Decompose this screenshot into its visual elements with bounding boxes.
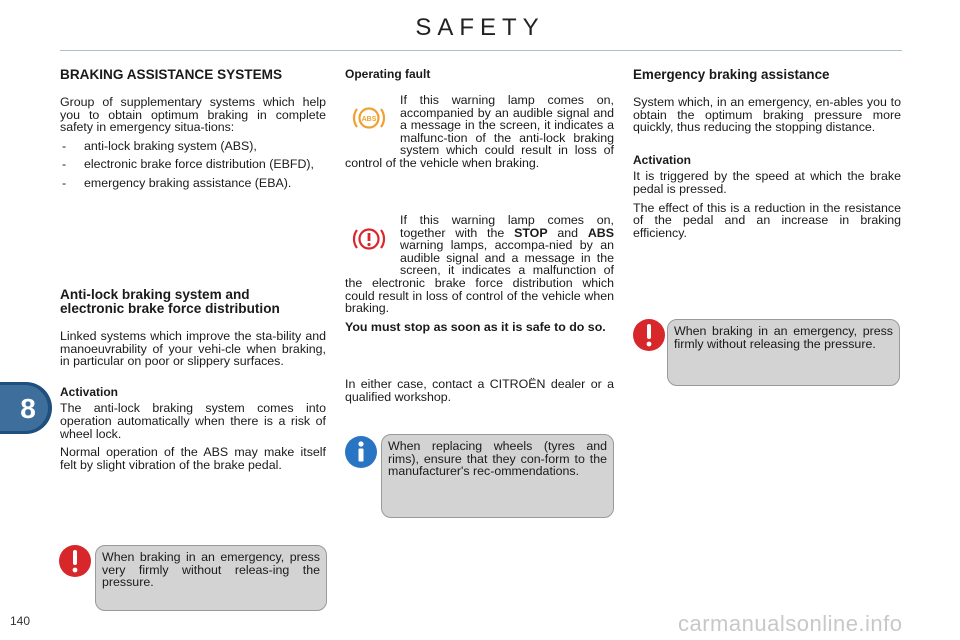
header-divider (60, 50, 902, 51)
info-icon (344, 435, 378, 474)
warning-box-eba: When braking in an emergency, press firmly without releasing the pressure. (667, 319, 900, 386)
ebfd-fault-block (345, 214, 614, 339)
ebfd-fault-text: If this warning lamp comes on, together with the STOP and ABS warning lamps, accompa-nied by an audible signal and a message in the screen, it indicates a malfunction of the electronic brake force distribution which could result in loss of control of the vehicle when braking. (345, 213, 614, 316)
eba-trigger-text: It is triggered by the speed at which the brake pedal is pressed. (633, 169, 901, 196)
braking-assistance-heading: BRAKING ASSISTANCE SYSTEMS (60, 67, 283, 82)
operating-fault-heading: Operating fault (345, 67, 431, 81)
column-middle (345, 68, 614, 81)
eba-activation-heading: Activation (633, 152, 692, 167)
page-title: SAFETY (415, 14, 545, 41)
abs-activation-heading: Activation (60, 384, 119, 399)
column-right (633, 68, 901, 245)
warning-exclamation-icon (632, 318, 666, 357)
chapter-tab (0, 382, 52, 434)
braking-systems-list (60, 140, 326, 190)
abs-fault-text: If this warning lamp comes on, accompanied by an audible signal and a message in the screen, it indicates a malfunc-tion of the anti-lock braking system which could result in loss of control of the vehicle when braking. (345, 93, 614, 170)
eba-effect-text: The effect of this is a reduction in the resistance of the pedal and an increase in braking efficiency. (633, 200, 901, 240)
info-box-wheel-replacement: When replacing wheels (tyres and rims), ensure that they con-form to the manufacturer's rec-ommendations. (381, 434, 614, 518)
column-left (60, 68, 326, 196)
abs-vibration-text: Normal operation of the ABS may make itself felt by slight vibration of the brake pedal. (60, 445, 326, 472)
list-item: - emergency braking assistance (EBA). (60, 177, 326, 190)
warning-exclamation-icon (58, 544, 92, 583)
watermark: carmanualsonline.info (678, 611, 903, 636)
abs-fault-block (345, 94, 614, 176)
abs-activation-text: The anti-lock braking system comes into operation automatically when there is a risk of wheel lock. (60, 401, 326, 441)
abs-description: Linked systems which improve the sta-bility and manoeuvrability of your vehi-cle when braking, in particular on poor or slippery surfaces. (60, 329, 326, 369)
list-item: - electronic brake force distribution (EBFD), (60, 158, 326, 171)
svg-text:ABS: ABS (361, 116, 377, 123)
chapter-number: 8 (20, 393, 36, 424)
stop-safely-note: You must stop as soon as it is safe to do so. (345, 319, 606, 334)
warning-box-emergency-braking: When braking in an emergency, press very firmly without releas-ing the pressure. (95, 545, 327, 611)
contact-dealer-block (345, 378, 614, 409)
emergency-braking-heading: Emergency braking assistance (633, 67, 830, 82)
braking-intro: Group of supplementary systems which help you to obtain optimum braking in complete safety in emergency situa-tions: (60, 95, 326, 135)
contact-dealer-text: In either case, contact a CITROËN dealer or a qualified workshop. (345, 377, 614, 404)
page-number: 140 (10, 614, 31, 628)
list-item: - anti-lock braking system (ABS), (60, 140, 326, 153)
abs-ebfd-heading: Anti-lock braking system and electronic brake force distribution (60, 287, 280, 316)
column-left-abs (60, 288, 326, 477)
emergency-braking-intro: System which, in an emergency, en-ables you to obtain the optimum braking pressure more quickly, thus reducing the stopping distance. (633, 95, 901, 135)
